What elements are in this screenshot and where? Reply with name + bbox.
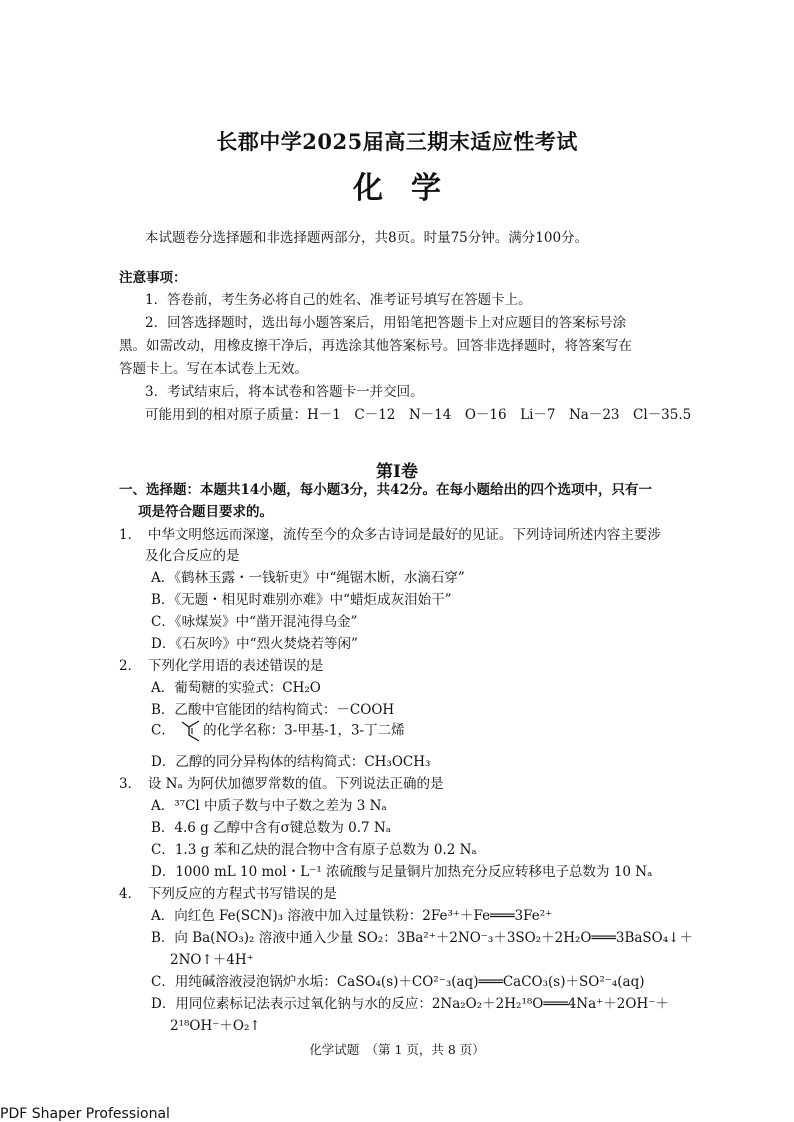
question-option: B．乙酸中官能团的结构简式：－COOH — [151, 702, 395, 718]
question-option: C．1.3 g 苯和乙炔的混合物中含有原子总数为 0.2 Nₐ — [151, 842, 477, 858]
question-stem: 2． 下列化学用语的表述错误的是 — [119, 658, 324, 674]
notes-line: 2．回答选择题时，选出每小题答案后，用铅笔把答题卡上对应题目的答案标号涂 — [145, 315, 627, 331]
question-option: C．《咏煤炭》中“凿开混沌得乌金” — [151, 614, 358, 630]
question-option: B．《无题・相见时难别亦难》中“蜡炬成灰泪始干” — [151, 592, 452, 608]
question-stem: 及化合反应的是 — [145, 548, 240, 564]
question-option: C．用纯碱溶液浸泡锅炉水垢：CaSO₄(s)＋CO²⁻₃(aq)═══CaCO₃(s)＋SO²⁻₄(aq) — [151, 974, 645, 990]
exam-title: 长郡中学2025届高三期末适应性考试 — [216, 129, 578, 154]
question-option: B．4.6 g 乙醇中含有σ键总数为 0.7 Nₐ — [151, 820, 391, 836]
notes-line: 答题卡上。写在本试卷上无效。 — [119, 361, 308, 377]
question-option: D．《石灰吟》中“烈火焚烧若等闲” — [151, 636, 358, 652]
atomic-mass-line: 可能用到的相对原子质量：H－1 C－12 N－14 O－16 Li－7 Na－23 Cl－35.5 — [145, 407, 692, 423]
question-option: D．乙醇的同分异构体的结构简式：CH₃OCH₃ — [151, 754, 431, 770]
question-option: B．向 Ba(NO₃)₂ 溶液中通入少量 SO₂：3Ba²⁺＋2NO⁻₃＋3SO₂＋2H₂O═══3BaSO₄↓＋ — [151, 930, 693, 946]
subject-title: 化学 — [353, 171, 469, 206]
intro-text: 本试题卷分选择题和非选择题两部分，共8页。时量75分钟。满分100分。 — [145, 230, 589, 246]
question-option: A．向红色 Fe(SCN)₃ 溶液中加入过量铁粉：2Fe³⁺＋Fe═══3Fe²⁺ — [151, 908, 553, 924]
option-text: 的化学名称：3-甲基-1，3-丁二烯 — [203, 722, 405, 739]
question-option-c — [151, 719, 405, 743]
question-option: D．1000 mL 10 mol・L⁻¹ 浓硫酸与足量铜片加热充分反应转移电子总数为 10 Nₐ — [151, 864, 653, 880]
notes-line: 黑。如需改动，用橡皮擦干净后，再选涂其他答案标号。回答非选择题时，将答案写在 — [119, 338, 632, 354]
notes-line: 1．答卷前，考生务必将自己的姓名、准考证号填写在答题卡上。 — [145, 292, 532, 308]
question-option: D．用同位素标记法表示过氧化钠与水的反应：2Na₂O₂＋2H₂¹⁸O═══4Na⁺＋2OH⁻＋ — [151, 996, 669, 1012]
skeletal-structure-icon — [179, 719, 201, 743]
question-option-cont: 2¹⁸OH⁻＋O₂↑ — [170, 1018, 261, 1034]
question-stem: 3． 设 Nₐ 为阿伏加德罗常数的值。下列说法正确的是 — [119, 776, 444, 792]
question-option: A．葡萄糖的实验式：CH₂O — [151, 680, 321, 696]
section-instructions: 一、选择题：本题共14小题，每小题3分，共42分。在每小题给出的四个选项中，只有一 — [119, 482, 652, 498]
question-option-cont: 2NO↑＋4H⁺ — [170, 952, 254, 968]
question-stem: 4． 下列反应的方程式书写错误的是 — [119, 886, 337, 902]
notes-line: 3．考试结束后，将本试卷和答题卡一并交回。 — [145, 384, 424, 400]
section-instructions: 项是符合题目要求的。 — [138, 504, 273, 520]
question-option: A．³⁷Cl 中质子数与中子数之差为 3 Nₐ — [151, 798, 387, 814]
watermark-text: PDF Shaper Professional — [0, 1106, 170, 1122]
question-option: A．《鹤林玉露・一钱斩吏》中“绳锯木断，水滴石穿” — [151, 570, 465, 586]
option-letter: C． — [151, 722, 175, 739]
question-stem: 1． 中华文明悠远而深邃，流传至今的众多古诗词是最好的见证。下列诗词所述内容主要涉 — [119, 527, 661, 543]
section-heading: 第Ⅰ卷 — [376, 462, 418, 482]
notes-heading: 注意事项： — [119, 270, 187, 286]
page-footer: 化学试题 （第 1 页，共 8 页） — [309, 1042, 485, 1057]
